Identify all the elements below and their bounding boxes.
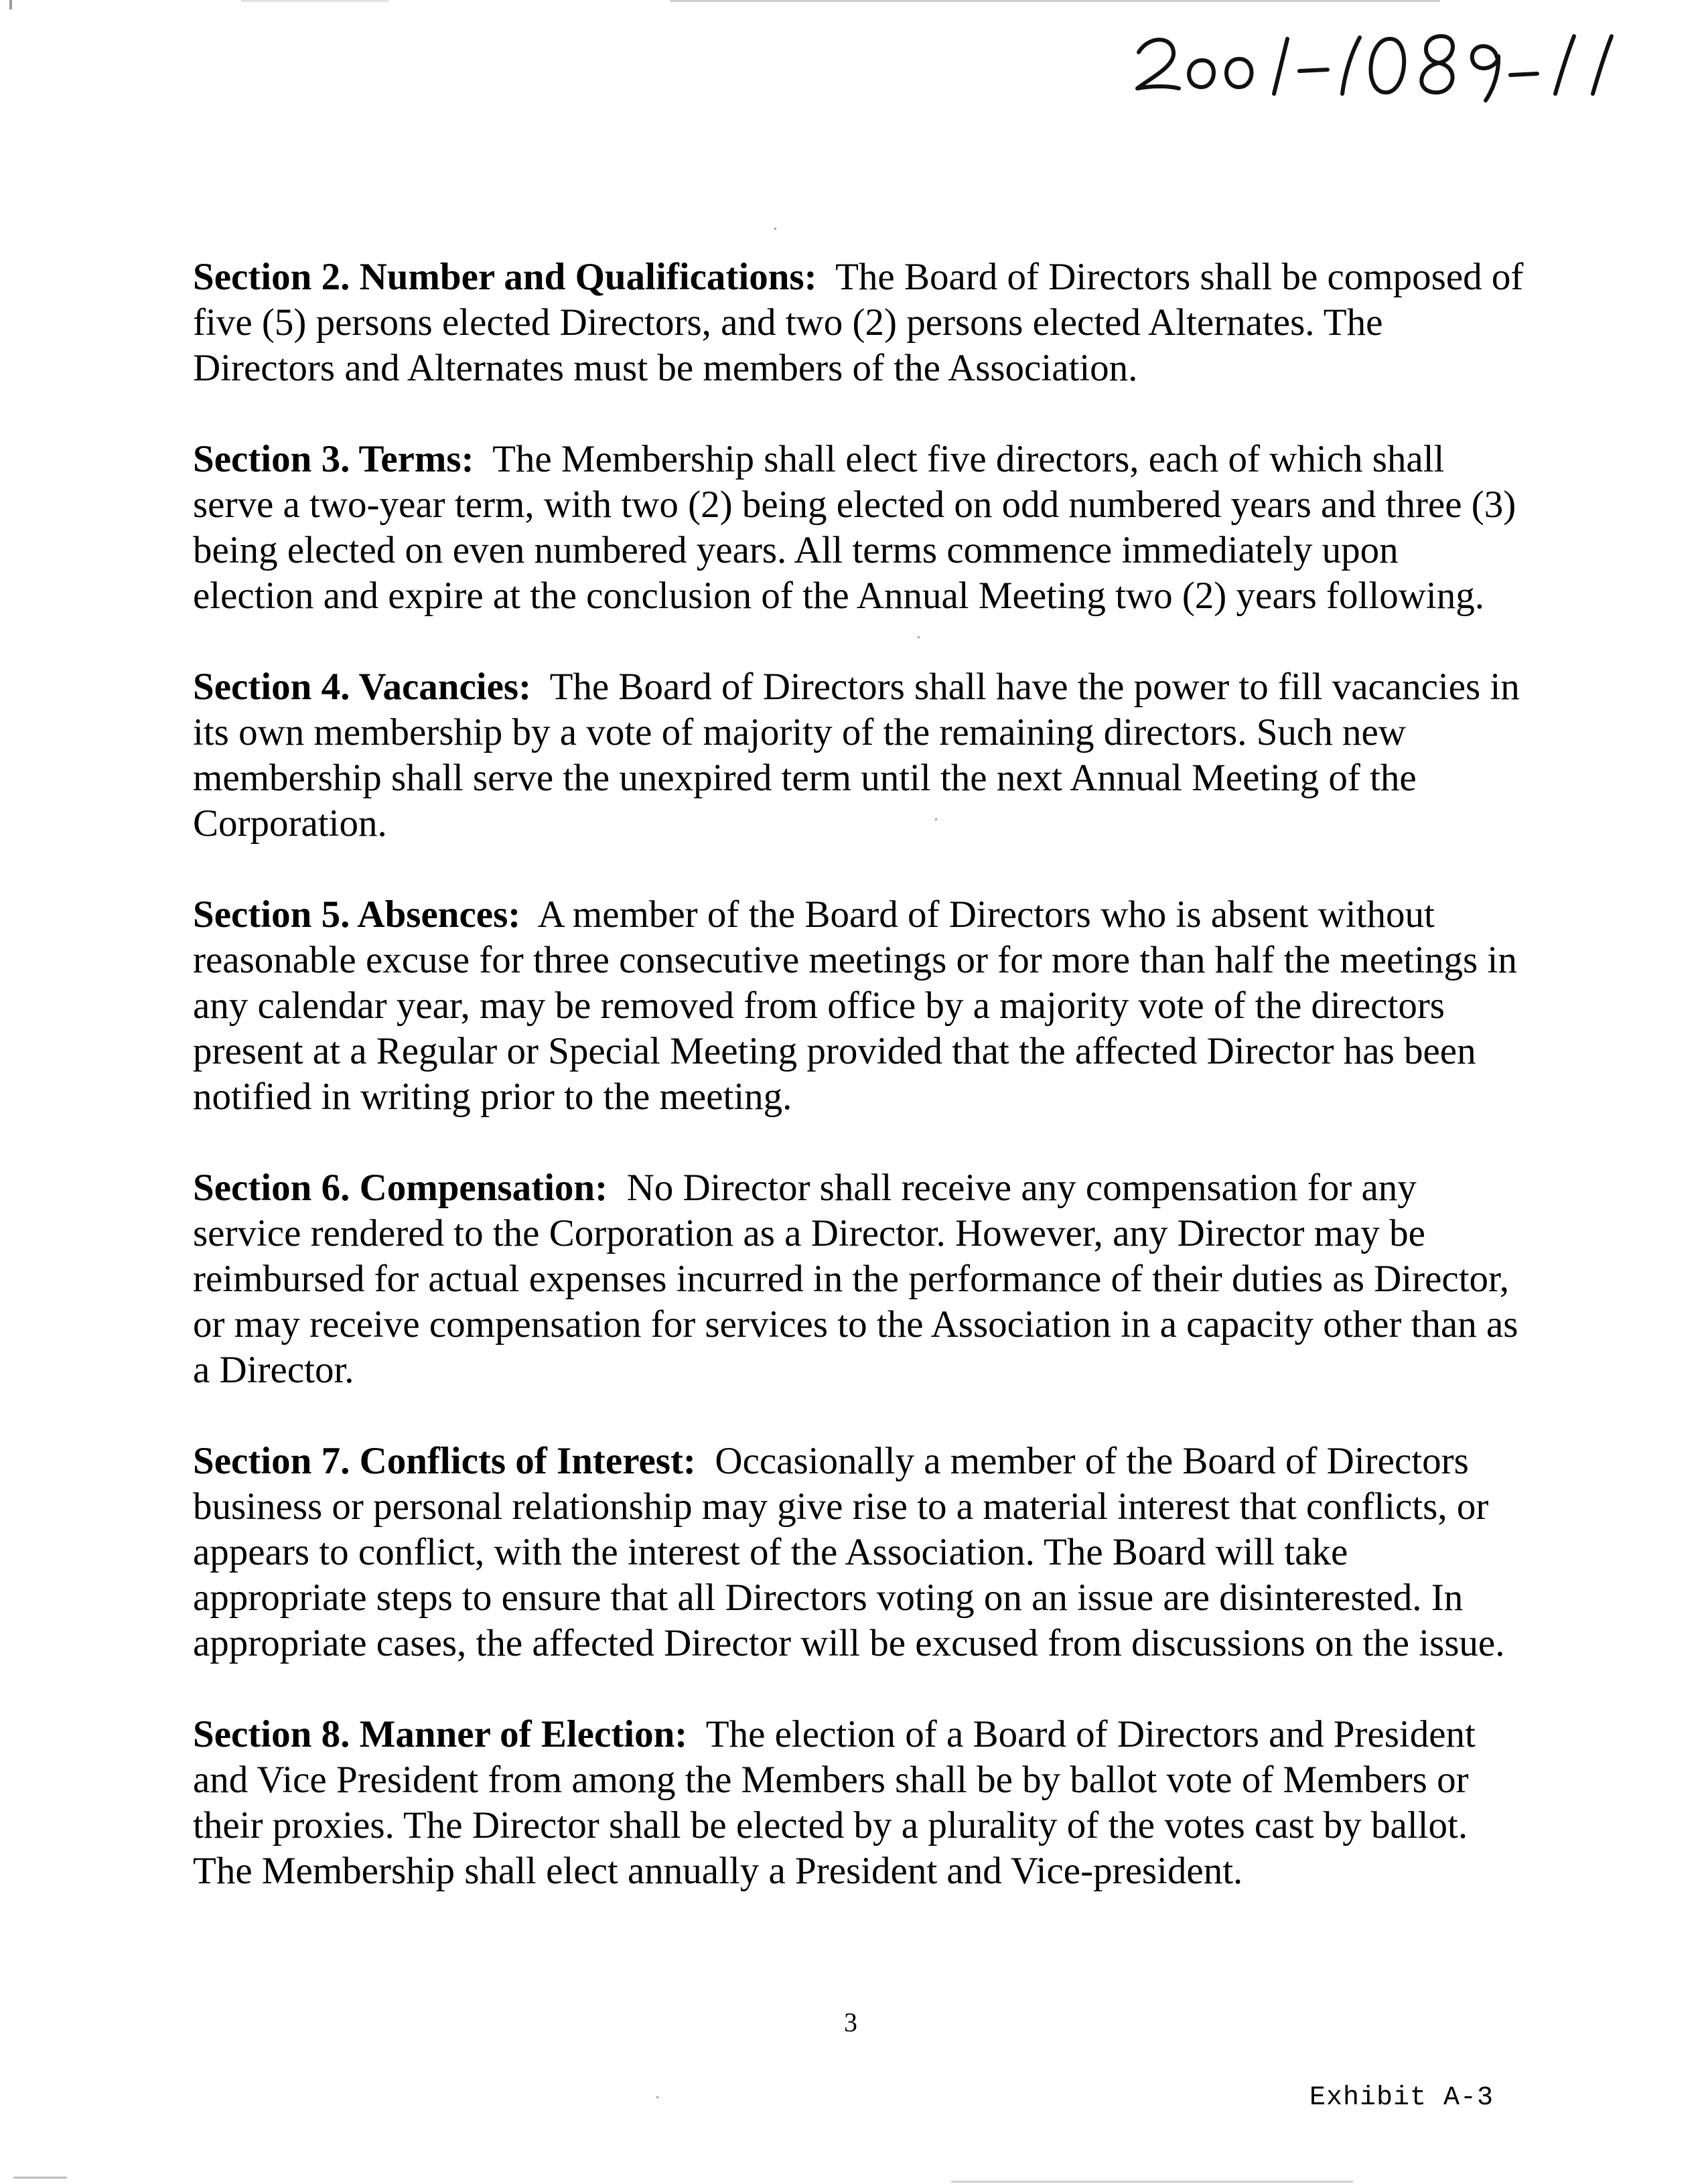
section-heading: Section 7. Conflicts of Interest: <box>193 1440 696 1482</box>
document-body <box>193 254 1526 1940</box>
scan-artifact-line <box>13 2177 67 2179</box>
scan-artifact-line <box>241 0 388 2</box>
section-2 <box>193 254 1526 391</box>
section-body: No Director shall receive any compensation for any service rendered to the Corporation as a Director. However, any Director may be reimbursed for actual expenses incurred in the performance of their duties as Director, or may receive compensation for services to the Association in a capacity other than as a Director. <box>193 1167 1518 1391</box>
section-7 <box>193 1439 1526 1666</box>
page-number: 3 <box>844 2007 857 2037</box>
scan-speck <box>918 636 920 638</box>
section-body: Occasionally a member of the Board of Directors business or personal relationship may give rise to a material interest that conflicts, or appears to conflict, with the interest of the Association. The Board will take appropriate steps to ensure that all Directors voting on an issue are disinterested. In appropriate cases, the affected Director will be excused from discussions on the issue. <box>193 1440 1505 1664</box>
exhibit-label: Exhibit A-3 <box>1309 2083 1494 2113</box>
section-body: The Membership shall elect five directors, each of which shall serve a two-year term, with two (2) being elected on odd numbered years and three (3) being elected on even numbered years. All terms commence immediately upon election and expire at the conclusion of the Annual Meeting two (2) years following. <box>193 438 1516 617</box>
scan-artifact-line <box>951 2181 1353 2183</box>
scan-artifact-line <box>670 0 1440 2</box>
section-body: The Board of Directors shall be composed of five (5) persons elected Directors, and two (2) persons elected Alternates. The Directors and Alternates must be members of the Association. <box>193 256 1524 389</box>
section-4 <box>193 664 1526 847</box>
scan-speck <box>935 818 937 820</box>
handwritten-document-number <box>1132 19 1628 106</box>
section-5 <box>193 892 1526 1120</box>
section-body: The election of a Board of Directors and President and Vice President from among the Members shall be by ballot vote of Members or their proxies. The Director shall be elected by a plurality of the votes cast by ballot. The Membership shall elect annually a President and Vice-president. <box>193 1713 1476 1892</box>
section-heading: Section 4. Vacancies: <box>193 666 532 708</box>
section-heading: Section 6. Compensation: <box>193 1167 608 1209</box>
section-heading: Section 2. Number and Qualifications: <box>193 256 817 298</box>
scan-speck <box>774 228 776 230</box>
scan-speck <box>656 2096 658 2098</box>
scan-corner-mark <box>9 0 12 9</box>
section-heading: Section 8. Manner of Election: <box>193 1713 688 1755</box>
section-6 <box>193 1165 1526 1393</box>
section-heading: Section 3. Terms: <box>193 438 474 480</box>
section-heading: Section 5. Absences: <box>193 893 521 936</box>
section-8 <box>193 1712 1526 1894</box>
section-body: The Board of Directors shall have the power to fill vacancies in its own membership by a vote of majority of the remaining directors. Such new membership shall serve the unexpired term until the next Annual Meeting of the Corporation. <box>193 666 1520 845</box>
handwritten-number-drawing <box>1132 19 1628 106</box>
section-body: A member of the Board of Directors who is absent without reasonable excuse for three consecutive meetings or for more than half the meetings in any calendar year, may be removed from office by a majority vote of the directors present at a Regular or Special Meeting provided that the affected Director has been notified in writing prior to the meeting. <box>193 893 1517 1118</box>
section-3 <box>193 437 1526 619</box>
